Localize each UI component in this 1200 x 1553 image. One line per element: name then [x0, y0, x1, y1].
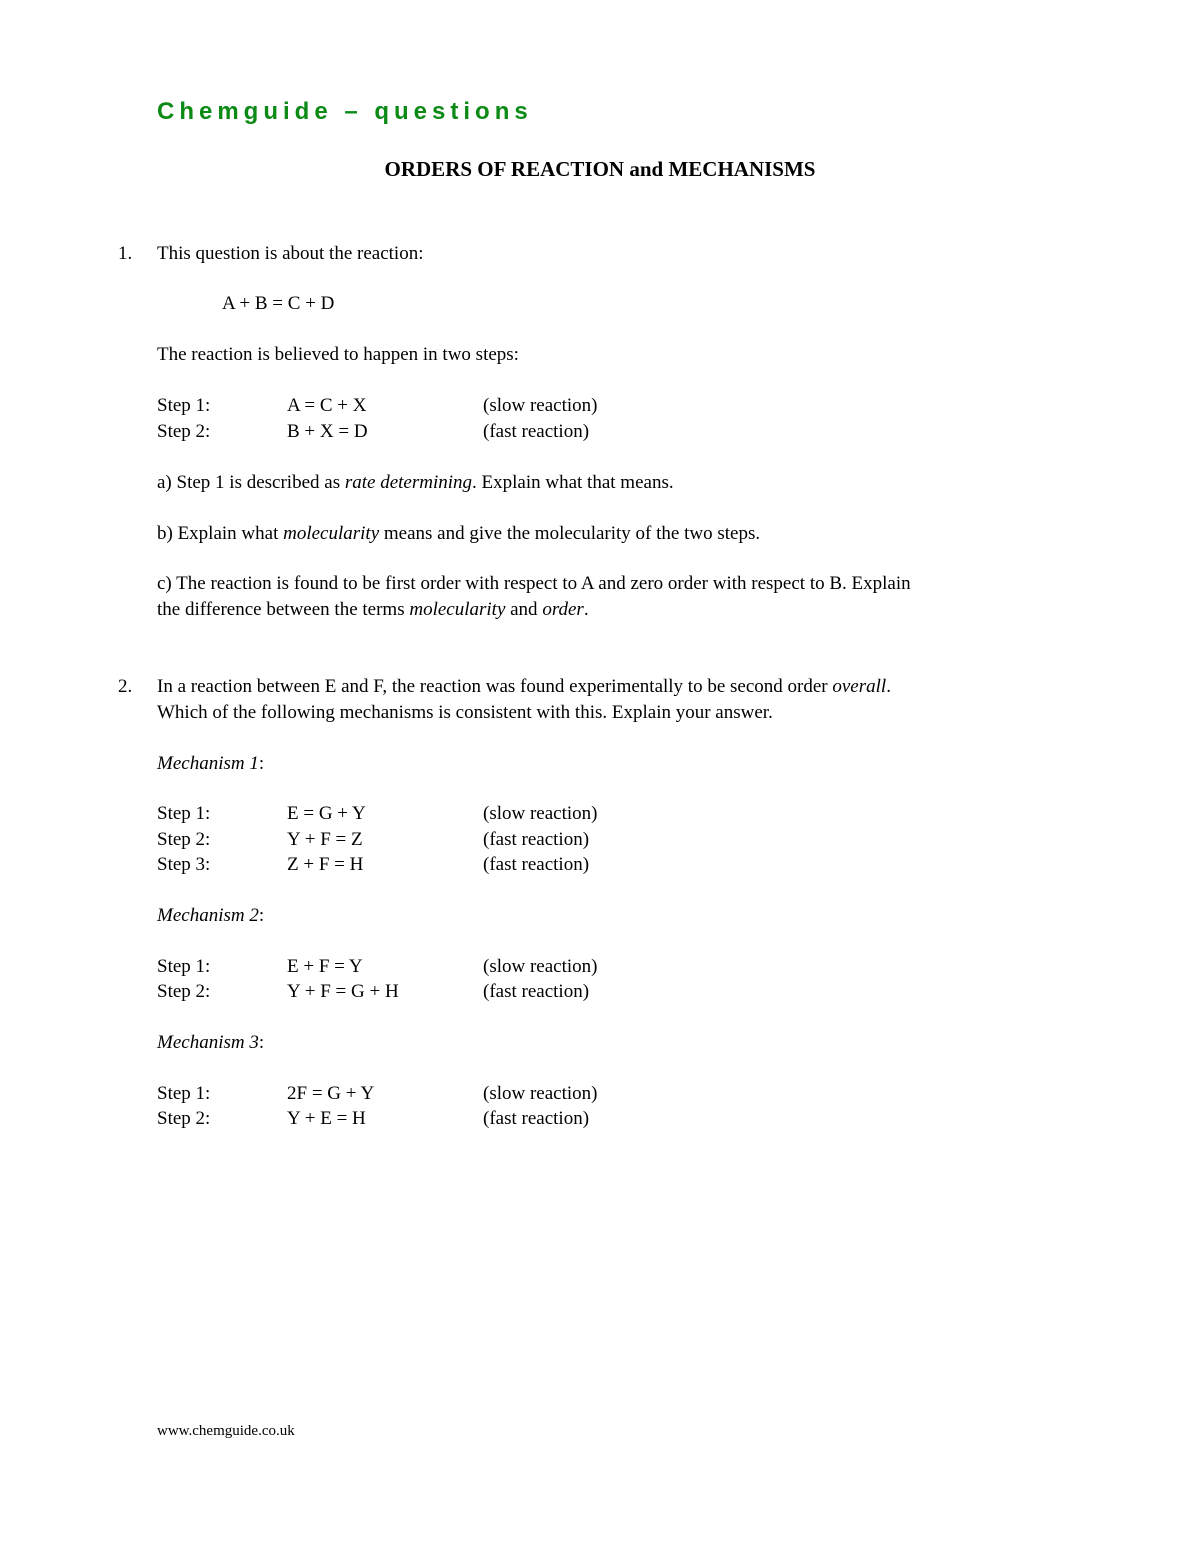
q1-step-1-speed: (slow reaction)	[483, 395, 598, 416]
mechanism-1-colon: :	[258, 753, 265, 774]
m3-step-1-speed: (slow reaction)	[483, 1083, 598, 1104]
question-2-number: 2.	[118, 676, 133, 697]
m2-step-1-label: Step 1:	[157, 956, 211, 977]
m1-step-2-equation: Y + F = Z	[287, 829, 363, 850]
mechanism-2-colon: :	[258, 905, 265, 926]
m1-step-3-equation: Z + F = H	[287, 854, 364, 875]
question-1-part-c-line-1: c) The reaction is found to be first order with respect to A and zero order with respect to B. Explain	[157, 573, 911, 594]
m1-step-3-speed: (fast reaction)	[483, 854, 590, 875]
part-b-text-end: means and give the molecularity of the two steps.	[379, 523, 761, 544]
q1-step-1-equation: A = C + X	[287, 395, 367, 416]
mechanism-3-name: Mechanism 3	[157, 1032, 259, 1053]
m2-step-2-speed: (fast reaction)	[483, 981, 590, 1002]
m2-step-1-speed: (slow reaction)	[483, 956, 598, 977]
m3-step-2-label: Step 2:	[157, 1108, 211, 1129]
question-1-reaction: A + B = C + D	[222, 293, 335, 314]
mechanism-3-colon: :	[258, 1032, 265, 1053]
m2-step-2-equation: Y + F = G + H	[287, 981, 399, 1002]
mechanism-2-heading	[157, 903, 264, 929]
m1-step-1-speed: (slow reaction)	[483, 803, 598, 824]
q2-text: In a reaction between E and F, the reaction was found experimentally to be second order	[157, 676, 833, 697]
m3-step-2-equation: Y + E = H	[287, 1108, 366, 1129]
mechanism-3-heading	[157, 1030, 264, 1056]
part-a-text-end: . Explain what that means.	[472, 472, 674, 493]
q1-step-1-label: Step 1:	[157, 395, 211, 416]
part-c-emphasis-2: order	[542, 599, 584, 620]
question-2-line-1	[157, 674, 891, 700]
part-c-text: the difference between the terms	[157, 599, 410, 620]
q1-step-2-speed: (fast reaction)	[483, 421, 590, 442]
question-1-steps-intro: The reaction is believed to happen in two steps:	[157, 344, 519, 365]
question-1-part-b	[157, 521, 760, 547]
q1-step-2-equation: B + X = D	[287, 421, 368, 442]
part-c-emphasis-1: molecularity	[409, 599, 506, 620]
q2-text-end: .	[886, 676, 891, 697]
part-c-text-end: .	[583, 599, 589, 620]
q2-emphasis: overall	[832, 676, 887, 697]
footer-url: www.chemguide.co.uk	[157, 1423, 295, 1439]
part-a-emphasis: rate determining	[344, 472, 473, 493]
m3-step-2-speed: (fast reaction)	[483, 1108, 590, 1129]
part-b-emphasis: molecularity	[283, 523, 380, 544]
m3-step-1-equation: 2F = G + Y	[287, 1083, 375, 1104]
mechanism-1-heading	[157, 751, 264, 777]
mechanism-2-name: Mechanism 2	[157, 905, 259, 926]
brand-heading: Chemguide – questions	[157, 98, 533, 125]
m2-step-1-equation: E + F = Y	[287, 956, 363, 977]
question-1-part-a	[157, 470, 674, 496]
m1-step-1-equation: E = G + Y	[287, 803, 366, 824]
question-2-line-2: Which of the following mechanisms is consistent with this. Explain your answer.	[157, 702, 773, 723]
m1-step-1-label: Step 1:	[157, 803, 211, 824]
q1-step-2-label: Step 2:	[157, 421, 211, 442]
m2-step-2-label: Step 2:	[157, 981, 211, 1002]
part-a-text: a) Step 1 is described as	[157, 472, 345, 493]
part-c-text-mid: and	[505, 599, 543, 620]
m1-step-2-label: Step 2:	[157, 829, 211, 850]
page-title: ORDERS OF REACTION and MECHANISMS	[384, 157, 816, 181]
question-1-part-c-line-2	[157, 597, 589, 623]
m3-step-1-label: Step 1:	[157, 1083, 211, 1104]
mechanism-1-name: Mechanism 1	[157, 753, 259, 774]
m1-step-3-label: Step 3:	[157, 854, 211, 875]
part-b-text: b) Explain what	[157, 523, 284, 544]
question-1-intro: This question is about the reaction:	[157, 243, 424, 264]
question-1-number: 1.	[118, 243, 133, 264]
m1-step-2-speed: (fast reaction)	[483, 829, 590, 850]
